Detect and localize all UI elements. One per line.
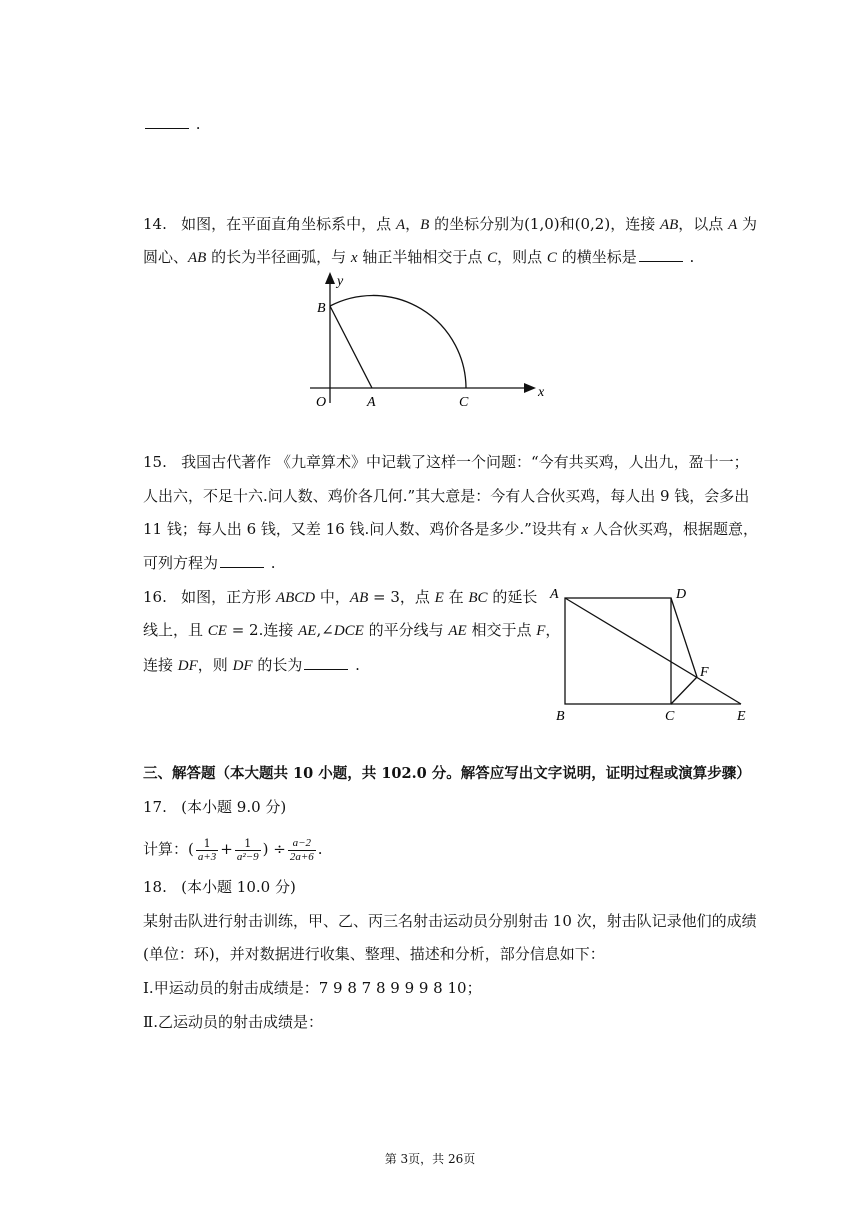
- label-y: y: [337, 274, 344, 289]
- q16-line3: 连接 DF，则 DF 的长为 .: [143, 656, 360, 674]
- fraction-2: $\frac{1}{\text{a²−9}}$: [236, 836, 259, 863]
- label-a: A: [550, 587, 559, 602]
- arc-bc: [330, 295, 466, 388]
- q14-line2: 圆心、AB 的长为半径画弧，与 x 轴正半轴相交于点 C，则点 C 的横坐标是 .: [143, 248, 695, 266]
- segment-ab: [330, 306, 372, 388]
- label-a: A: [367, 395, 376, 410]
- answer-blank: [145, 114, 189, 129]
- label-x: x: [538, 385, 545, 400]
- label-b: B: [317, 301, 326, 316]
- q18-item2: Ⅱ.乙运动员的射击成绩是：: [143, 1013, 323, 1031]
- label-b: B: [556, 709, 565, 724]
- square-abcd: [565, 598, 671, 704]
- question-number: 18.: [143, 878, 167, 896]
- label-c: C: [665, 709, 675, 724]
- label-c: C: [459, 395, 469, 410]
- q17-expression: 计算：( $\frac{1}{a+3}$ + $\frac{1}{\text{a²−9}}$ ) ÷ $\frac{a-2}{2a+6}$ .: [143, 836, 323, 863]
- segment-ae: [565, 598, 741, 704]
- q15-line3: 11 钱；每人出 6 钱，又差 16 钱.问人数、鸡价各是多少.”设共有 x 人合伙买鸡，根据题意，: [143, 520, 758, 538]
- fraction-1: $\frac{1}{a+3}$: [197, 836, 217, 863]
- label-e: E: [737, 709, 746, 724]
- page-footer: 第 3页，共 26页: [384, 1152, 476, 1166]
- answer-blank: [304, 655, 348, 670]
- q14-line1: 14. 如图，在平面直角坐标系中，点 A，B 的坐标分别为(1,0)和(0,2)，连接 AB，以点 A 为: [143, 215, 758, 233]
- q15-line4: 可列方程为 .: [143, 554, 276, 572]
- q17-header: [143, 797, 286, 817]
- q16-line2: 线上，且 CE = 2.连接 AE,∠DCE 的平分线与 AE 相交于点 F，: [143, 621, 561, 639]
- fraction-3: $\frac{a-2}{2a+6}$: [289, 836, 314, 863]
- question-number: 15.: [143, 453, 167, 471]
- question-number: 17.: [143, 798, 167, 816]
- segment-cf: [671, 677, 697, 704]
- q15-line2: 人出六，不足十六.问人数、鸡价各几何.”其大意是：今有人合伙买鸡，每人出 9 钱，会多出: [143, 487, 750, 505]
- q18-line2: (单位：环)，并对数据进行收集、整理、描述和分析，部分信息如下：: [143, 945, 605, 963]
- y-axis-arrow: [325, 272, 335, 284]
- q16-figure: [545, 580, 760, 725]
- q15-line1: 15. 我国古代著作 《九章算术》中记载了这样一个问题：“今有共买鸡，人出九，盈十一；: [143, 453, 749, 471]
- q18-header: [143, 877, 296, 897]
- section-title: 三、解答题（本大题共 10 小题，共 102.0 分。解答应写出文字说明，证明过程或演算步骤）: [143, 765, 751, 782]
- x-axis-arrow: [524, 383, 536, 393]
- top-answer-line: .: [143, 114, 201, 134]
- score-note: (本小题 9.0 分): [181, 798, 287, 816]
- q18-item1: Ⅰ.甲运动员的射击成绩是：7 9 8 7 8 9 9 9 8 10；: [143, 979, 482, 997]
- question-number: 16.: [143, 588, 167, 606]
- answer-blank: [220, 553, 264, 568]
- q14-figure: [300, 268, 560, 413]
- segment-df: [671, 598, 697, 677]
- q18-line1: 某射击队进行射击训练，甲、乙、丙三名射击运动员分别射击 10 次，射击队记录他们的成绩: [143, 912, 757, 930]
- question-number: 14.: [143, 215, 167, 233]
- answer-blank: [639, 247, 683, 262]
- label-f: F: [700, 665, 709, 680]
- label-d: D: [676, 587, 687, 602]
- label-o: O: [316, 395, 327, 410]
- q16-line1: 16. 如图，正方形 ABCD 中，AB = 3，点 E 在 BC 的延长: [143, 588, 538, 606]
- score-note: (本小题 10.0 分): [181, 878, 296, 896]
